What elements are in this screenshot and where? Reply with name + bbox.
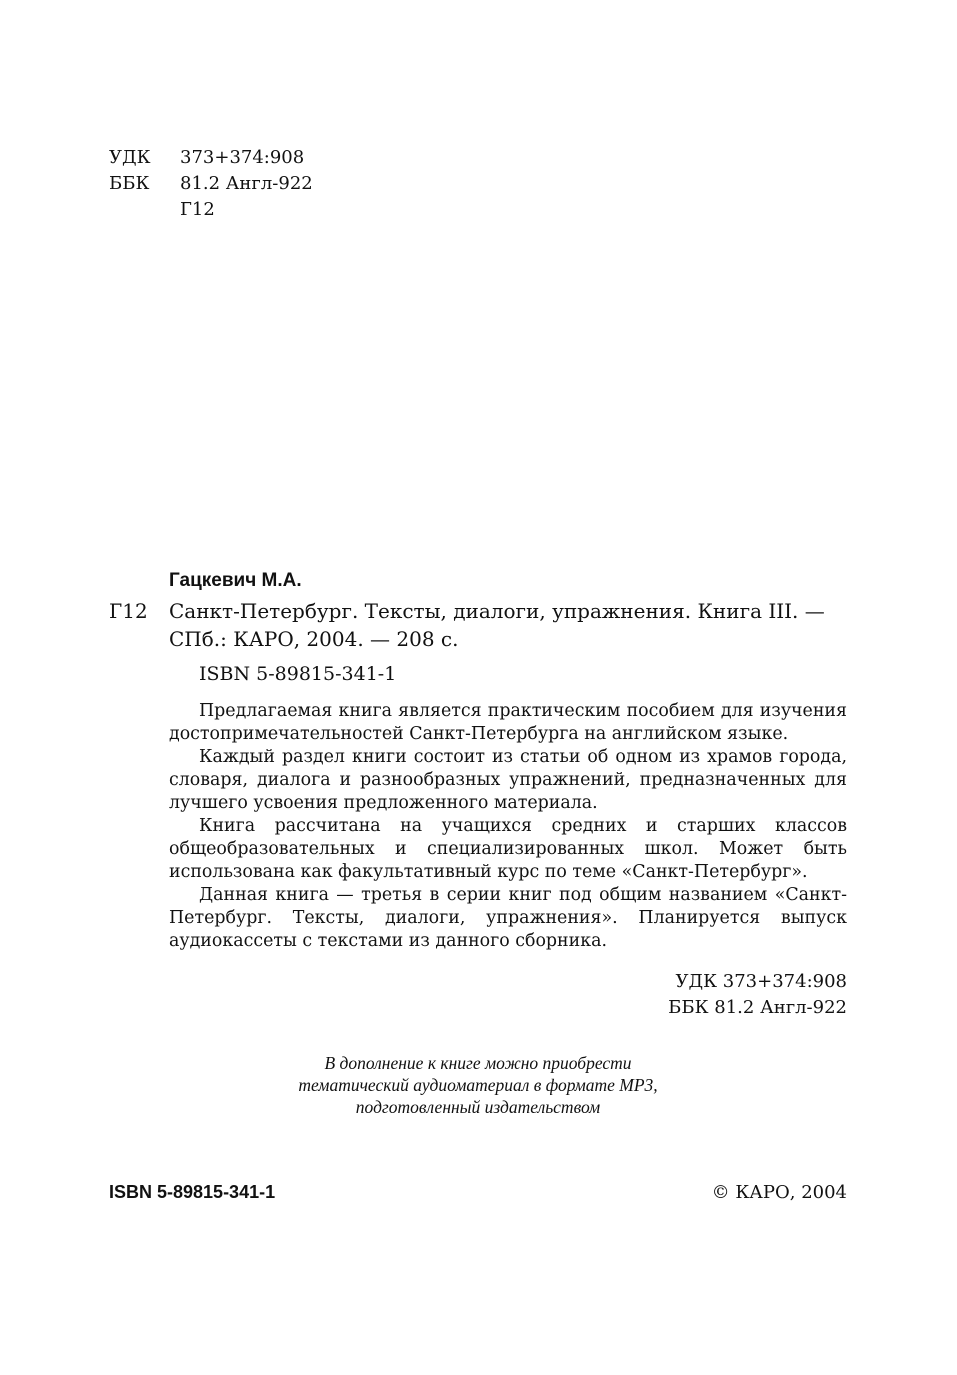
abstract-paragraph-1: Предлагаемая книга является практическим пособием для изучения достопримечательностей Санкт-Петербурга на английском языке. xyxy=(169,701,847,744)
author-mark: Г12 xyxy=(109,599,148,623)
audio-note-line-1: В дополнение к книге можно приобрести xyxy=(324,1053,632,1073)
abstract-paragraph-4: Данная книга — третья в серии книг под общим названием «Санкт-Петербург. Тексты, диалоги, упражнения». Планируется выпуск аудиокассеты с текстами из данного сборника. xyxy=(169,885,847,951)
title-line-1: Санкт-Петербург. Тексты, диалоги, упражнения. Книга III. — xyxy=(169,599,825,623)
bbk-right: ББК 81.2 Англ-922 xyxy=(668,997,847,1018)
author-name: Гацкевич М.А. xyxy=(169,570,302,591)
abstract-paragraph-3: Книга рассчитана на учащихся средних и старших классов общеобразовательных и специализированных школ. Может быть использована как факультативный курс по теме «Санкт-Петербург». xyxy=(169,816,847,882)
abstract xyxy=(169,700,847,953)
bbk-label: ББК xyxy=(109,173,150,194)
abstract-paragraph-2: Каждый раздел книги состоит из статьи об одном из храмов города, словаря, диалога и разнообразных упражнений, предназначенных для лучшего усвоения предложенного материала. xyxy=(169,747,847,813)
udk-value: 373+374:908 xyxy=(180,147,305,168)
footer-copyright: © КАРО, 2004 xyxy=(711,1182,847,1203)
udk-label: УДК xyxy=(109,147,151,168)
codes-right xyxy=(668,969,847,1021)
title-line-2: СПб.: КАРО, 2004. — 208 с. xyxy=(169,627,459,651)
footer-isbn: ISBN 5-89815-341-1 xyxy=(109,1182,276,1202)
author-mark-top: Г12 xyxy=(180,199,215,220)
udk-right: УДК 373+374:908 xyxy=(675,971,847,992)
audio-note-line-3: подготовленный издательством xyxy=(355,1097,601,1117)
audio-note-line-2: тематический аудиоматериал в формате MP3, xyxy=(298,1075,658,1095)
record-isbn: ISBN 5-89815-341-1 xyxy=(199,663,397,685)
bbk-value: 81.2 Англ-922 xyxy=(180,173,313,194)
audio-note xyxy=(200,1052,756,1118)
